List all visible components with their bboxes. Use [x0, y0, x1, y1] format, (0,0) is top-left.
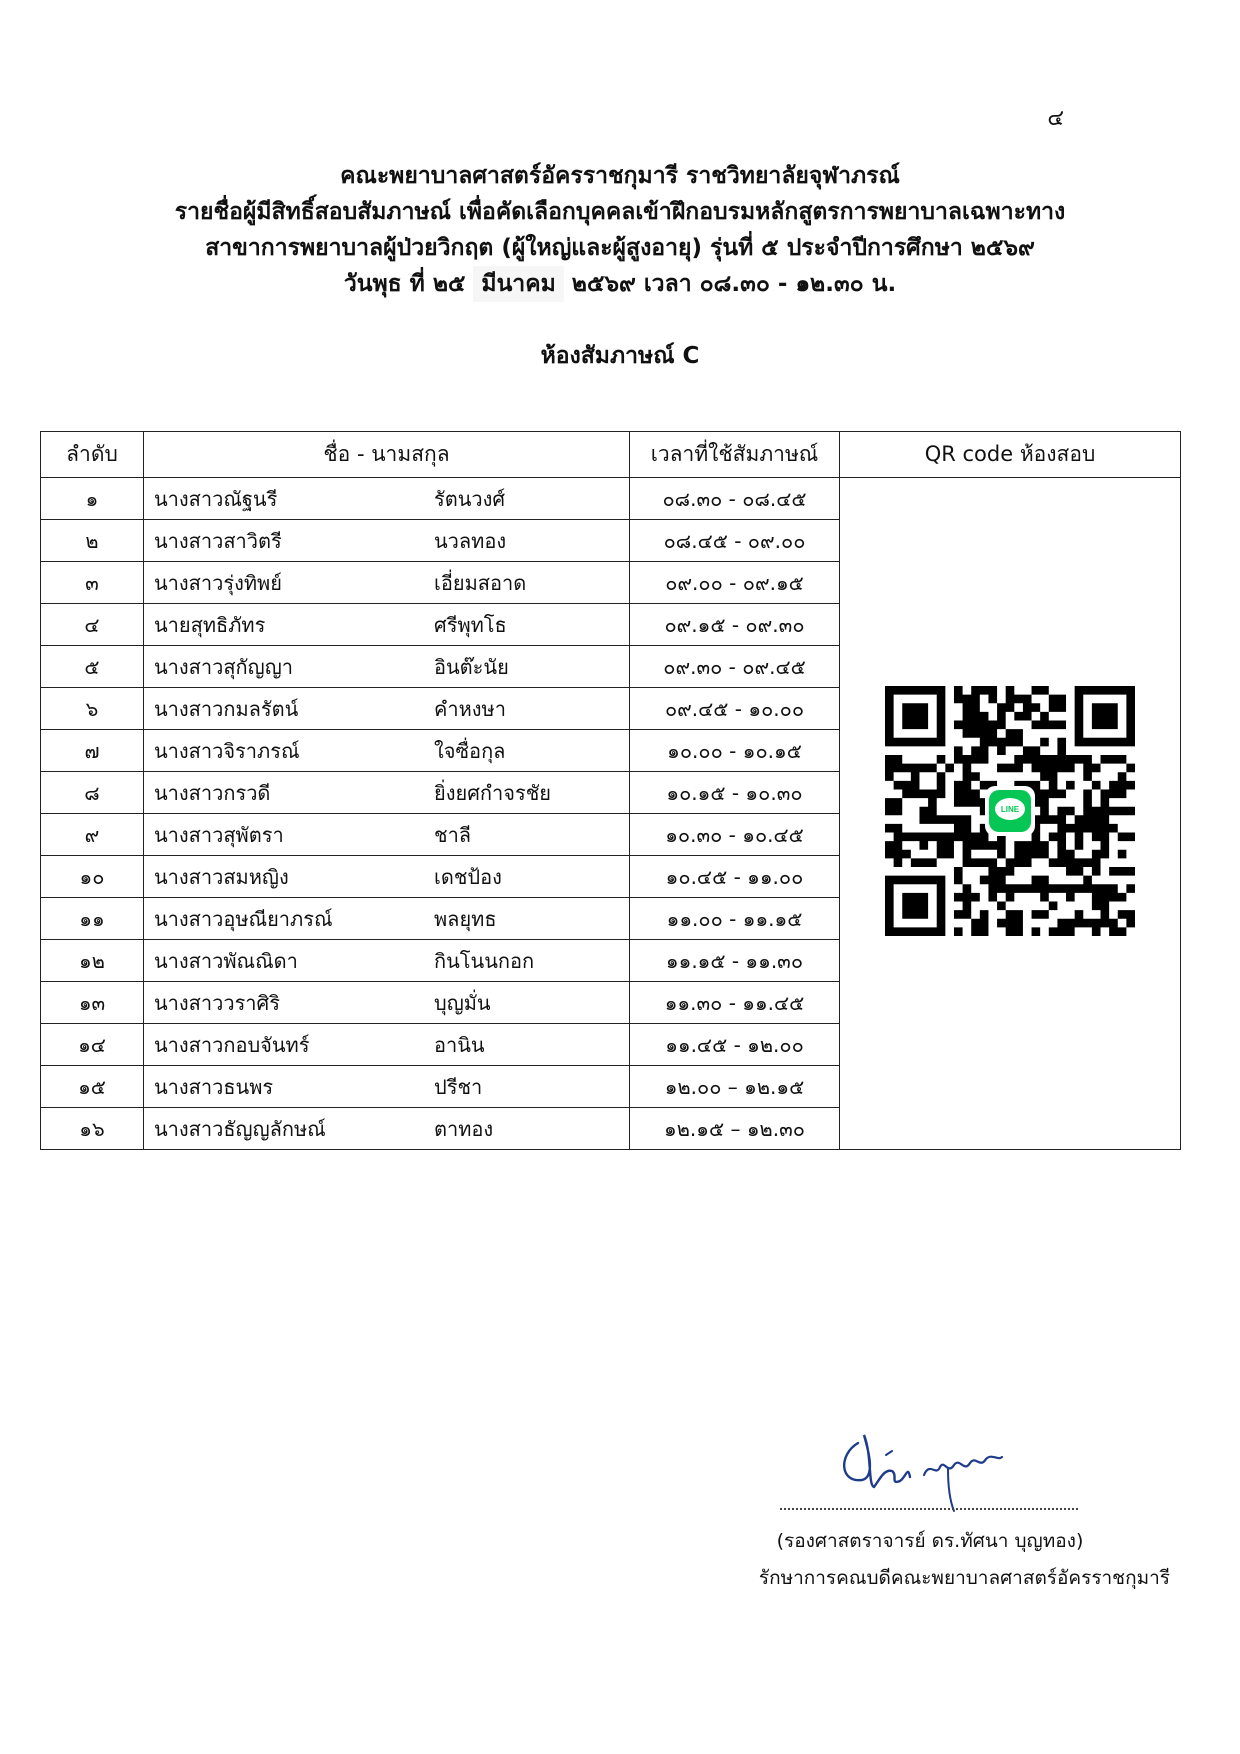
last-name: ชาลี [434, 822, 472, 847]
row-index: ๕ [41, 646, 144, 688]
row-index: ๑๓ [41, 982, 144, 1024]
header-name: ชื่อ - นามสกุล [144, 432, 630, 478]
row-index: ๗ [41, 730, 144, 772]
first-name: นางสาวกรวดี [154, 780, 271, 805]
last-name: ใจซื่อกุล [434, 738, 506, 763]
qr-logo-text: LINE [1000, 805, 1020, 814]
first-name: นางสาวพัณณิดา [154, 948, 298, 973]
table-row [41, 478, 1181, 520]
header-index: ลำดับ [41, 432, 144, 478]
row-fullname [144, 478, 630, 520]
row-time: ๑๒.๑๕ – ๑๒.๓๐ [630, 1108, 840, 1150]
header-date [0, 266, 1240, 302]
row-time: ๑๑.๐๐ - ๑๑.๑๕ [630, 898, 840, 940]
row-index: ๓ [41, 562, 144, 604]
row-fullname [144, 1024, 630, 1066]
row-time: ๑๐.๓๐ - ๑๐.๔๕ [630, 814, 840, 856]
row-time: ๐๙.๐๐ - ๐๙.๑๕ [630, 562, 840, 604]
document-header [0, 158, 1240, 302]
row-fullname [144, 940, 630, 982]
first-name: นางสาวกมลรัตน์ [154, 696, 299, 721]
row-time: ๑๑.๓๐ - ๑๑.๔๕ [630, 982, 840, 1024]
row-index: ๑๒ [41, 940, 144, 982]
signature-line [780, 1508, 1078, 1510]
row-fullname [144, 1066, 630, 1108]
row-index: ๒ [41, 520, 144, 562]
signer-title: รักษาการคณบดีคณะพยาบาลศาสตร์อัครราชกุมารี [758, 1567, 1170, 1589]
row-index: ๑๑ [41, 898, 144, 940]
first-name: นายสุทธิภัทร [154, 612, 266, 637]
last-name: ยิ่งยศกำจรชัย [434, 780, 551, 805]
row-fullname [144, 982, 630, 1024]
first-name: นางสาววราศิริ [154, 990, 280, 1015]
first-name: นางสาวธนพร [154, 1074, 274, 1099]
first-name: นางสาวรุ่งทิพย์ [154, 570, 282, 595]
handwritten-signature [828, 1425, 1018, 1515]
page-number: ๔ [1047, 106, 1064, 131]
table-header-row [41, 432, 1181, 478]
first-name: นางสาวอุษณียาภรณ์ [154, 906, 333, 931]
row-fullname [144, 730, 630, 772]
qr-cell [840, 478, 1181, 1150]
row-fullname [144, 772, 630, 814]
row-index: ๑๕ [41, 1066, 144, 1108]
row-index: ๑ [41, 478, 144, 520]
row-fullname [144, 562, 630, 604]
row-time: ๐๘.๓๐ - ๐๘.๔๕ [630, 478, 840, 520]
row-time: ๑๒.๐๐ – ๑๒.๑๕ [630, 1066, 840, 1108]
first-name: นางสาวสุกัญญา [154, 654, 293, 679]
last-name: ปรีชา [434, 1074, 483, 1099]
row-fullname [144, 898, 630, 940]
last-name: นวลทอง [434, 528, 507, 553]
first-name: นางสาวกอบจันทร์ [154, 1032, 310, 1057]
date-suffix: ๒๕๖๙ เวลา ๐๘.๓๐ - ๑๒.๓๐ น. [571, 271, 897, 297]
row-index: ๑๖ [41, 1108, 144, 1150]
row-time: ๑๑.๔๕ - ๑๒.๐๐ [630, 1024, 840, 1066]
row-fullname [144, 520, 630, 562]
first-name: นางสาวสาวิตรี [154, 528, 282, 553]
row-index: ๙ [41, 814, 144, 856]
last-name: คำหงษา [434, 696, 506, 721]
header-announcement: รายชื่อผู้มีสิทธิ์สอบสัมภาษณ์ เพื่อคัดเลือกบุคคลเข้าฝึกอบรมหลักสูตรการพยาบาลเฉพาะทาง [174, 199, 1066, 225]
row-fullname [144, 814, 630, 856]
last-name: กินโนนกอก [434, 948, 535, 973]
first-name: นางสาวสุพัตรา [154, 822, 284, 847]
signer-name: (รองศาสตราจารย์ ดร.ทัศนา บุญทอง) [776, 1530, 1084, 1552]
row-time: ๐๙.๓๐ - ๐๙.๔๕ [630, 646, 840, 688]
first-name: นางสาวสมหญิง [154, 864, 289, 889]
row-fullname [144, 856, 630, 898]
last-name: ศรีพุทโธ [434, 612, 507, 637]
line-qr-code-icon[interactable] [885, 686, 1135, 936]
last-name: รัตนวงศ์ [434, 486, 506, 511]
first-name: นางสาวจิราภรณ์ [154, 738, 300, 763]
row-time: ๑๑.๑๕ - ๑๑.๓๐ [630, 940, 840, 982]
interview-table [40, 431, 1181, 1150]
last-name: เดชป้อง [434, 864, 502, 889]
last-name: บุญมั่น [434, 990, 491, 1015]
row-index: ๖ [41, 688, 144, 730]
row-time: ๑๐.๔๕ - ๑๑.๐๐ [630, 856, 840, 898]
header-institution: คณะพยาบาลศาสตร์อัครราชกุมารี ราชวิทยาลัยจุฬาภรณ์ [340, 163, 900, 189]
row-time: ๐๙.๑๕ - ๐๙.๓๐ [630, 604, 840, 646]
row-fullname [144, 688, 630, 730]
row-index: ๔ [41, 604, 144, 646]
row-index: ๑๐ [41, 856, 144, 898]
date-prefix: วันพุธ ที่ ๒๕ [343, 271, 466, 297]
table-body [41, 478, 1181, 1150]
last-name: อินต๊ะนัย [434, 654, 509, 679]
last-name: ตาทอง [434, 1116, 494, 1141]
last-name: เอี่ยมสอาด [434, 570, 527, 595]
last-name: พลยุทธ [434, 906, 497, 931]
row-index: ๑๔ [41, 1024, 144, 1066]
first-name: นางสาวธัญญลักษณ์ [154, 1116, 326, 1141]
header-qr: QR code ห้องสอบ [840, 432, 1181, 478]
row-time: ๑๐.๐๐ - ๑๐.๑๕ [630, 730, 840, 772]
last-name: อานิน [434, 1032, 485, 1057]
header-program: สาขาการพยาบาลผู้ป่วยวิกฤต (ผู้ใหญ่และผู้สูงอายุ) รุ่นที่ ๕ ประจำปีการศึกษา ๒๕๖๙ [205, 235, 1035, 261]
row-index: ๘ [41, 772, 144, 814]
first-name: นางสาวณัฐนรี [154, 486, 278, 511]
header-time: เวลาที่ใช้สัมภาษณ์ [630, 432, 840, 478]
room-title: ห้องสัมภาษณ์ C [540, 343, 700, 369]
row-time: ๐๘.๔๕ - ๐๙.๐๐ [630, 520, 840, 562]
row-time: ๐๙.๔๕ - ๑๐.๐๐ [630, 688, 840, 730]
row-fullname [144, 646, 630, 688]
row-fullname [144, 604, 630, 646]
row-time: ๑๐.๑๕ - ๑๐.๓๐ [630, 772, 840, 814]
row-fullname [144, 1108, 630, 1150]
date-month: มีนาคม [473, 266, 563, 302]
